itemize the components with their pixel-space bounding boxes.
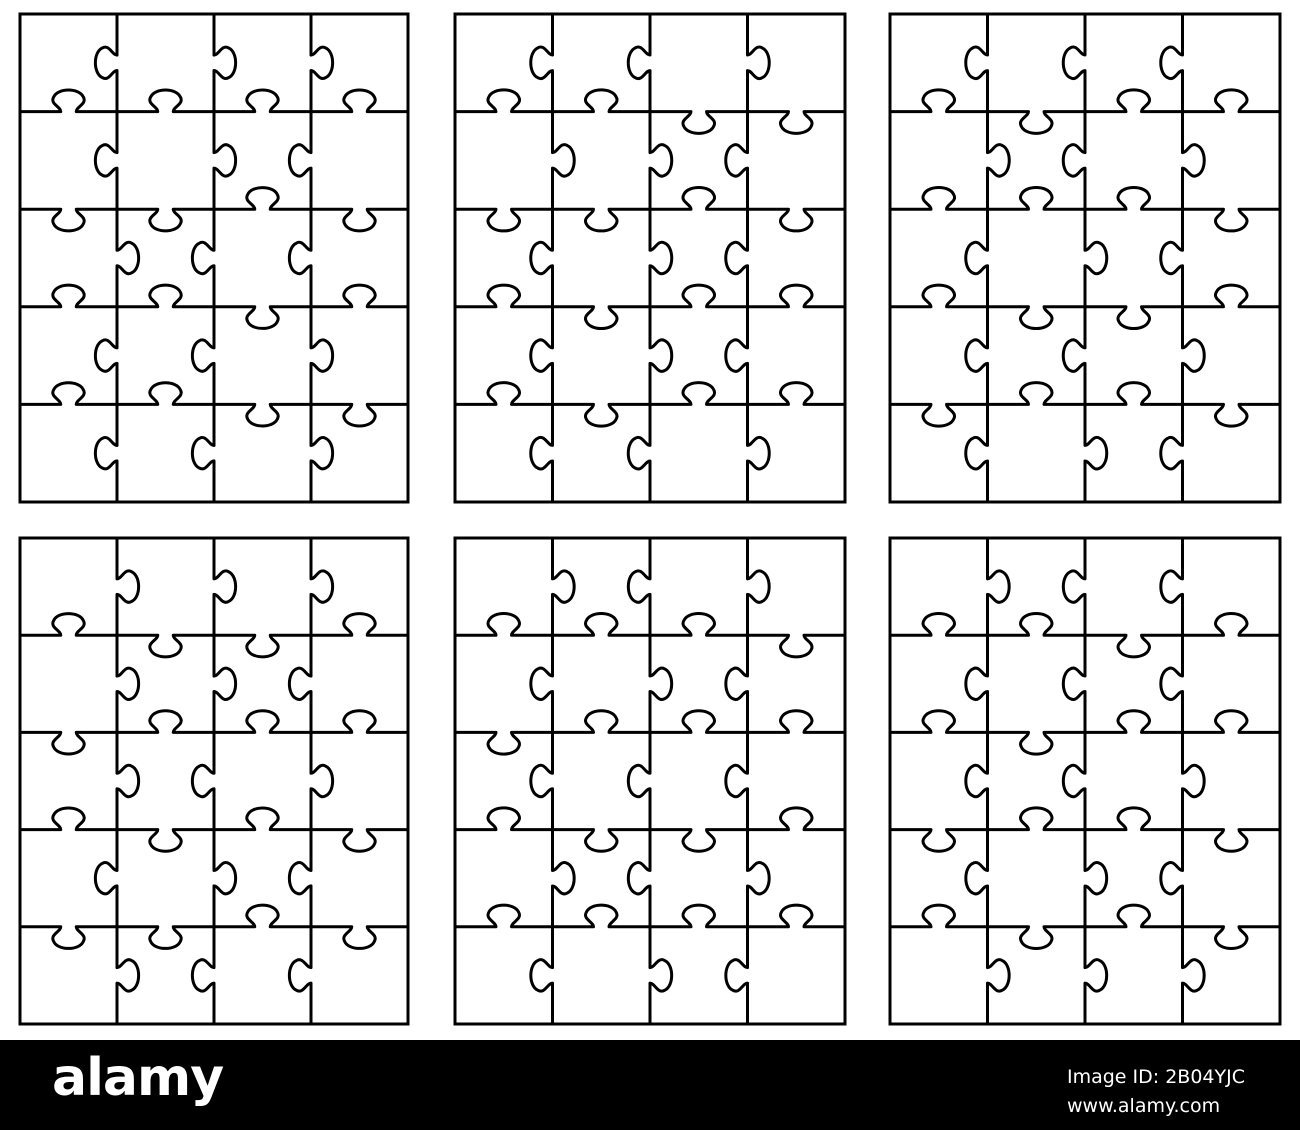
alamy-logo: alamy: [52, 1048, 224, 1108]
puzzle-4: [20, 538, 408, 1024]
puzzle-6: [890, 538, 1280, 1024]
image-id-label: Image ID:: [1066, 1066, 1160, 1088]
image-id-value: 2B04YJC: [1165, 1066, 1245, 1088]
image-id-block: [1067, 1068, 1245, 1116]
puzzle-1: [20, 14, 408, 502]
site-url: www.alamy.com: [1066, 1095, 1221, 1117]
puzzle-2: [455, 14, 845, 502]
puzzle-3: [890, 14, 1280, 502]
puzzle-5: [455, 538, 845, 1024]
